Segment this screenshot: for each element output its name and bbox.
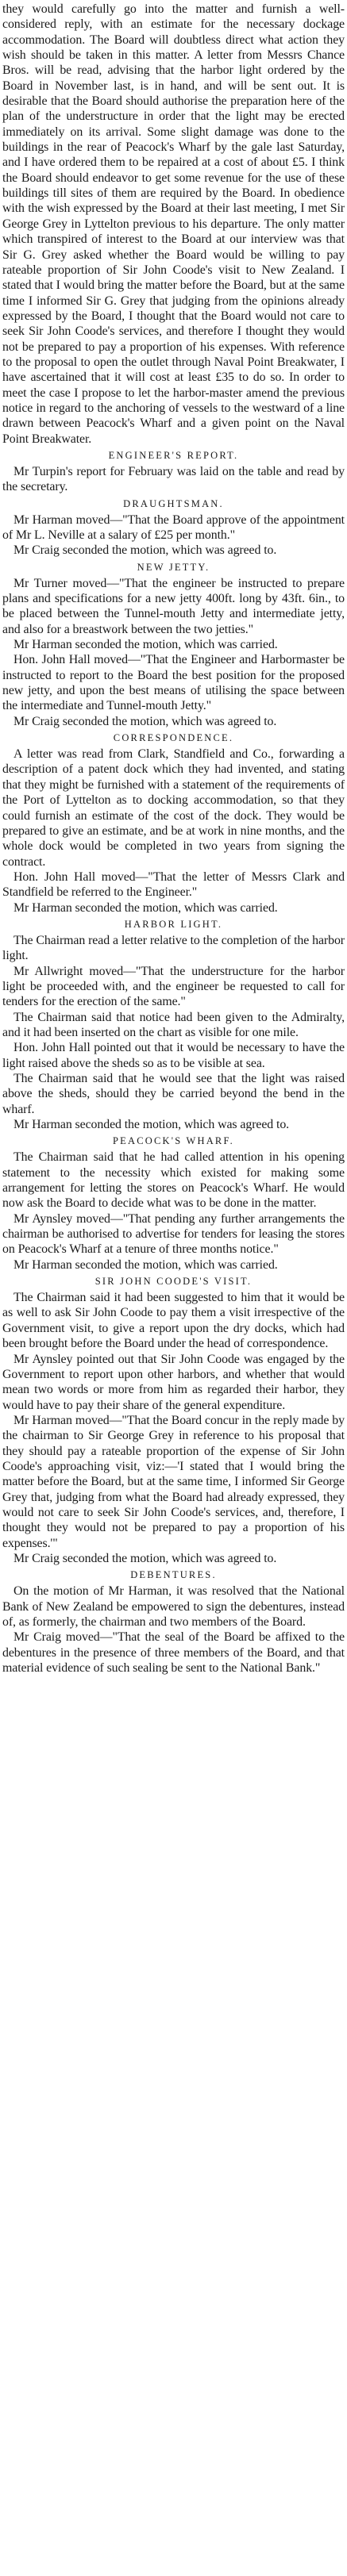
paragraph: The Chairman said that he would see that the light was raised above the sheds, should they be carried beyond the bend in the wharf. <box>2 1072 345 1116</box>
paragraph: Mr Craig moved—"That the seal of the Board be affixed to the debentures in the presence of three members of the Board, and that material evidence of such sealing be sent to the National Bank." <box>2 1630 345 1676</box>
section-heading: DRAUGHTSMAN. <box>123 497 224 509</box>
paragraph: Mr Craig seconded the motion, which was agreed to. <box>13 543 277 558</box>
paragraph: Mr Craig seconded the motion, which was agreed to. <box>13 714 277 728</box>
section-heading: CORRESPONDENCE. <box>113 732 234 744</box>
paragraph: The Chairman said it had been suggested to him that it would be as well to ask Sir John Coode to pay them a visit irrespective of the Government visit, to give a report upon the dry docks, which had been brought before the Board under the head of correspondence. <box>2 1291 345 1351</box>
section-heading: ENGINEER'S REPORT. <box>108 449 239 461</box>
paragraph: Mr Harman moved—"That the Board concur in the reply made by the chairman to Sir George Grey in reference to his proposal that they should pay a rateable proportion of the expense of Sir John Coode's approaching visit, viz:—'I stated that I would bring the matter before the Board, but at the same time, I informed Sir George Grey that, judging from what the Board had already expressed, they would not care to seek Sir John Coode's services, and, therefore, I thought they would not be prepared to pay a proportion of his expenses.'" <box>2 1413 345 1550</box>
section-heading: NEW JETTY. <box>137 561 210 573</box>
paragraph: Mr Harman seconded the motion, which was agreed to. <box>13 1118 290 1132</box>
paragraph: Hon. John Hall moved—"That the letter of Messrs Clark and Standfield be referred to the Engineer." <box>2 870 345 900</box>
paragraph: Mr Turner moved—"That the engineer be instructed to prepare plans and specifications for a new jetty 400ft. long by 43ft. 6in., to be placed between the Tunnel-mouth Jetty and intermediate jetty, and also for a breastwork between the two jetties." <box>2 576 345 636</box>
paragraph: Hon. John Hall pointed out that it would be necessary to have the light raised above the sheds so as to be visible at sea. <box>2 1041 345 1070</box>
section-heading: PEACOCK'S WHARF. <box>113 1135 234 1147</box>
section-heading: DEBENTURES. <box>130 1569 217 1581</box>
paragraph: Mr Turpin's report for February was laid on the table and read by the secretary. <box>2 464 345 494</box>
paragraph: Mr Harman seconded the motion, which was carried. <box>13 638 278 652</box>
paragraph: Hon. John Hall moved—"That the Engineer and Harbormaster be instructed to report to the Board the best position for the proposed new jetty, and upon the best means of utilising the space between the intermediate and Tunnel-mouth Jetty." <box>2 653 345 713</box>
paragraph: Mr Aynsley pointed out that Sir John Coode was engaged by the Government to report upon other harbors, and whether that would mean two words or more from him as regarded their harbor, they would have to pay their share of the general expenditure. <box>2 1352 345 1412</box>
paragraph: Mr Allwright moved—"That the understructure for the harbor light be proceeded with, and the engineer be requested to call for tenders for the erection of the same." <box>2 964 345 1009</box>
paragraph: The Chairman read a letter relative to the completion of the harbor light. <box>2 933 345 963</box>
paragraph: they would carefully go into the matter and furnish a well-considered reply, with an estimate for the necessary dockage accommodation. The Board will doubtless direct what action they wish should be taken in this matter. A letter from Messrs Chance Bros. will be read, advising that the harbor light ordered by the Board in November last, is in hand, and will be sent out. It is desirable that the Board should authorise the preparation here of the plan of the understructure in order that the light may be erected immediately on its arrival. Some slight damage was done to the buildings in the rear of Peacock's Wharf by the gale last Saturday, and I have ordered them to be repaired at a cost of about £5. I think the Board should endeavor to get some revenue for the use of these buildings till sites of them are required by the Board. In obedience with the wish expressed by the Board at their last meeting, I met Sir George Grey in Lyttelton previous to his departure. The only matter which transpired of interest to the Board at our interview was that Sir G. Grey asked whether the Board would be willing to pay rateable proportion of Sir John Coode's visit to New Zealand. I stated that I would bring the matter before the Board, but at the same time I informed Sir G. Grey that judging from the opinions already expressed by the Board, I thought that the Board would not care to seek Sir John Coode's services, and therefore I thought they would not be prepared to pay a proportion of his expenses. With reference to the proposal to open the outlet through Naval Point Breakwater, I have ascertained that it will cost at least £35 to do so. In order to meet the case I propose to let the harbor-master amend the previous notice in regard to the anchoring of vessels to the westward of a line drawn between Peacock's Wharf and a given point on the Naval Point Breakwater. <box>2 2 345 446</box>
paragraph: On the motion of Mr Harman, it was resolved that the National Bank of New Zealand be empowered to sign the debentures, instead of, as formerly, the chairman and two members of the Board. <box>2 1584 345 1629</box>
paragraph: Mr Harman seconded the motion, which was carried. <box>13 1257 278 1272</box>
section-heading: HARBOR LIGHT. <box>124 918 223 930</box>
paragraph: The Chairman said that he had called attention in his opening statement to the necessity which existed for making some arrangement for letting the stores on Peacock's Wharf. He would now ask the Board to decide what was to be done in the matter. <box>2 1150 345 1211</box>
paragraph: Mr Aynsley moved—"That pending any further arrangements the chairman be authorised to advertise for tenders for leasing the stores on Peacock's Wharf at a tenure of three months notice." <box>2 1211 345 1257</box>
paragraph: Mr Craig seconded the motion, which was agreed to. <box>13 1551 277 1565</box>
paragraph: A letter was read from Clark, Standfield and Co., forwarding a description of a patent dock which they had invented, and stating that they might be furnished with a statement of the requirements of the Port of Lyttelton as to docking accommodation, so that they could furnish an estimate of the cost of the dock. They would be prepared to give an estimate, and be at work in nine months, and the whole dock would be completed in two years from signing the contract. <box>2 747 345 869</box>
section-heading: SIR JOHN COODE'S VISIT. <box>94 1276 253 1288</box>
paragraph: Mr Harman seconded the motion, which was carried. <box>13 900 278 915</box>
paragraph: Mr Harman moved—"That the Board approve of the appointment of Mr L. Neville at a salary of £25 per month." <box>2 513 345 542</box>
paragraph: The Chairman said that notice had been given to the Admiralty, and it had been inserted on the chart as visible for one mile. <box>2 1010 345 1039</box>
